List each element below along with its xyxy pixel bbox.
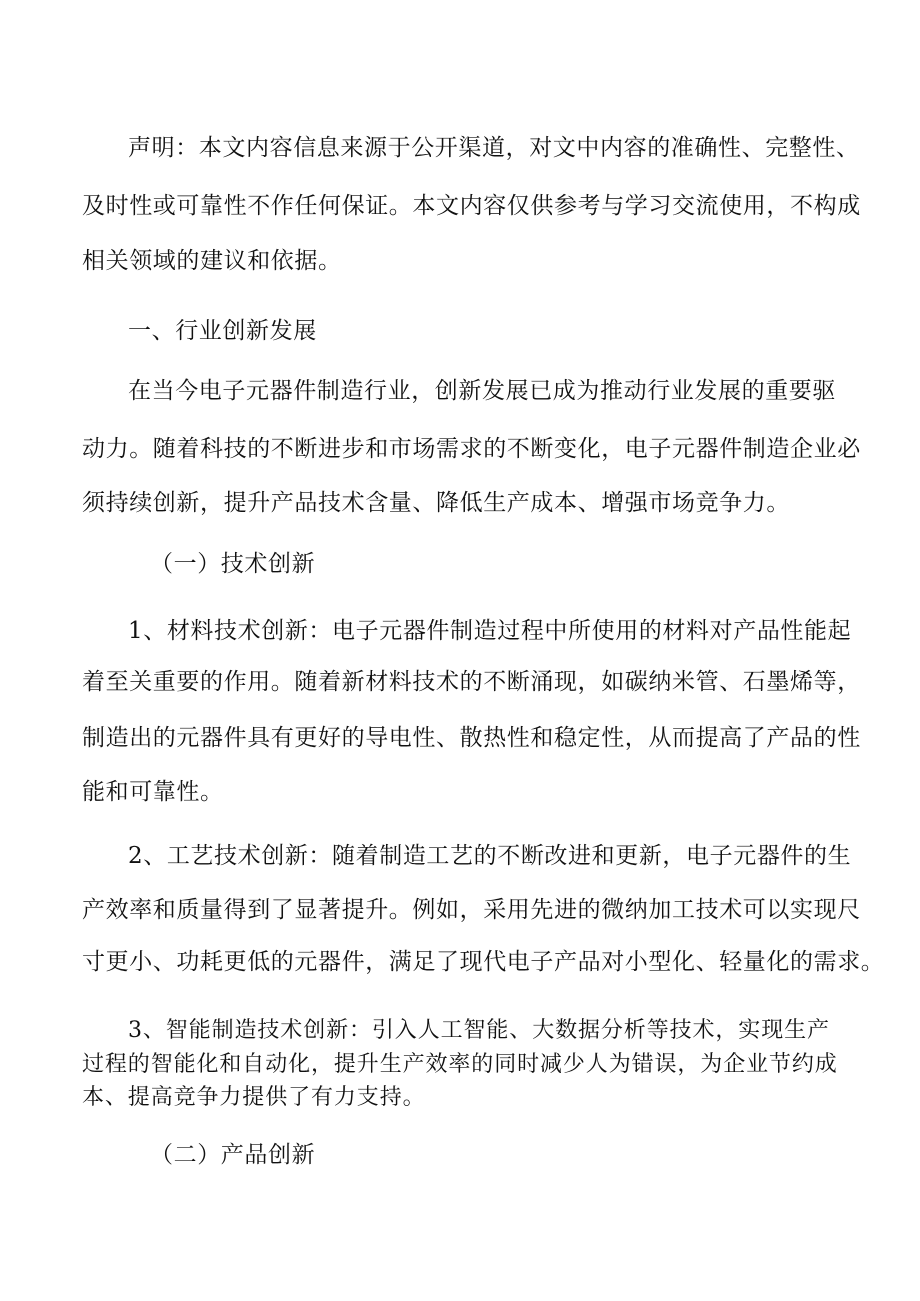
item2-line-1: 2、工艺技术创新：随着制造工艺的不断改进和更新，电子元器件的生	[128, 843, 852, 869]
disclaimer-line-2: 及时性或可靠性不作任何保证。本文内容仅供参考与学习交流使用，不构成	[82, 193, 861, 219]
item2-line-2: 产效率和质量得到了显著提升。例如，采用先进的微纳加工技术可以实现尺	[82, 897, 861, 923]
intro-line-2: 动力。随着科技的不断进步和市场需求的不断变化，电子元器件制造企业必	[82, 436, 861, 462]
subsection-heading-tech: （一）技术创新	[150, 551, 316, 577]
subsection-heading-product: （二）产品创新	[150, 1142, 316, 1168]
item2-line-3: 寸更小、功耗更低的元器件，满足了现代电子产品对小型化、轻量化的需求。	[82, 949, 885, 975]
item3-line-1: 3、智能制造技术创新：引入人工智能、大数据分析等技术，实现生产	[128, 1018, 830, 1043]
item1-line-4: 能和可靠性。	[82, 779, 224, 805]
section-heading: 一、行业创新发展	[128, 318, 317, 344]
intro-line-1: 在当今电子元器件制造行业，创新发展已成为推动行业发展的重要驱	[128, 378, 836, 404]
item1-line-3: 制造出的元器件具有更好的导电性、散热性和稳定性，从而提高了产品的性	[82, 725, 861, 751]
intro-line-3: 须持续创新，提升产品技术含量、降低生产成本、增强市场竞争力。	[82, 490, 790, 516]
disclaimer-line-3: 相关领域的建议和依据。	[82, 248, 342, 274]
item1-line-2: 着至关重要的作用。随着新材料技术的不断涌现，如碳纳米管、石墨烯等，	[82, 669, 861, 695]
item3-line-2: 过程的智能化和自动化，提升生产效率的同时减少人为错误，为企业节约成	[82, 1052, 838, 1077]
item3-line-3: 本、提高竞争力提供了有力支持。	[82, 1085, 426, 1110]
item1-line-1: 1、材料技术创新：电子元器件制造过程中所使用的材料对产品性能起	[128, 618, 852, 644]
disclaimer-line-1: 声明：本文内容信息来源于公开渠道，对文中内容的准确性、完整性、	[128, 135, 860, 161]
